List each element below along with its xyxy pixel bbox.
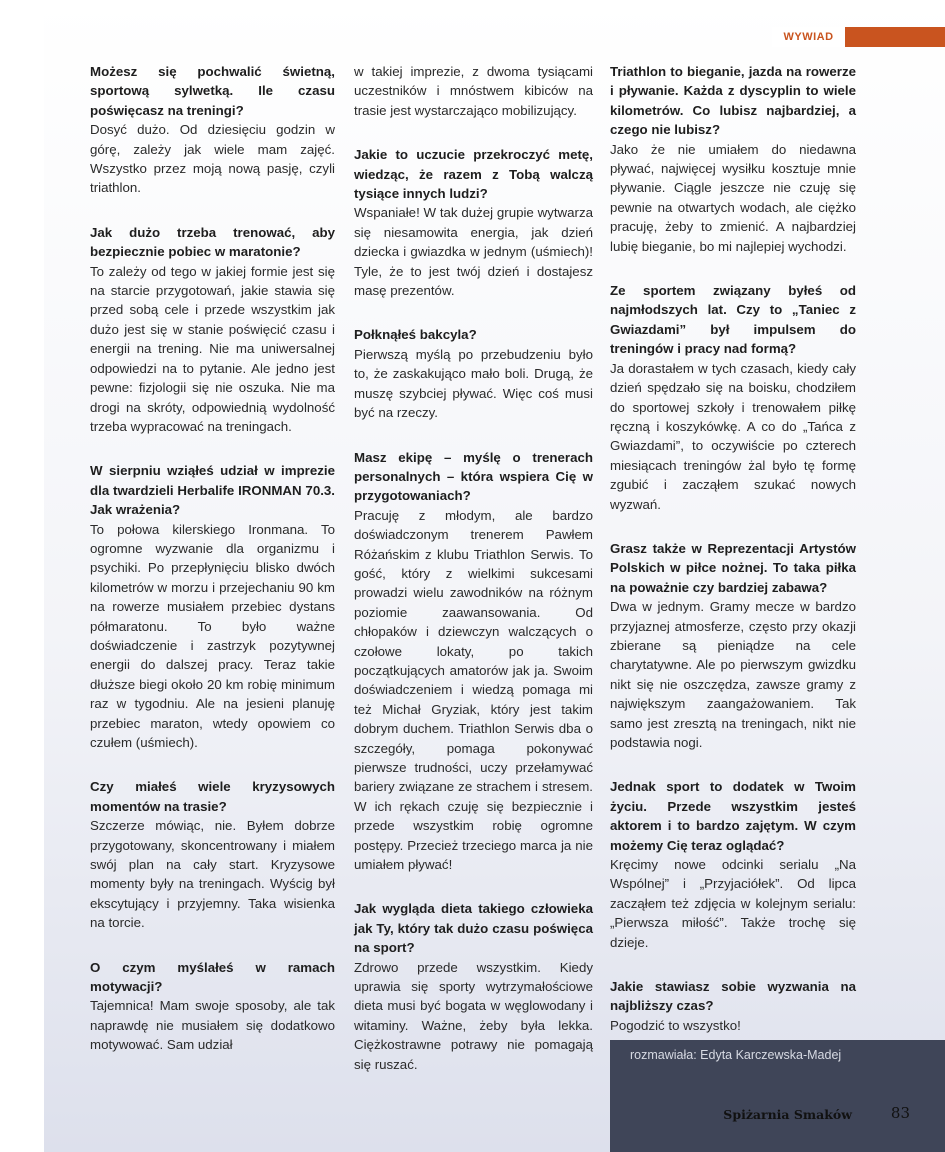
question: Masz ekipę – myślę o trenerach personalnych – która wspiera Cię w przygotowaniach? (354, 449, 593, 504)
question: O czym myślałeś w ramach motywacji? (90, 959, 335, 995)
question: Triathlon to bieganie, jazda na rowerze i pływanie. Każda z dyscyplin to wiele kilometrów. Co lubisz najbardziej, a czego nie lubisz? (610, 64, 856, 138)
question: Jednak sport to dodatek w Twoim życiu. Przede wszystkim jesteś aktorem i to bardzo zajętym. W czym możemy Cię teraz oglądać? (610, 779, 856, 853)
answer: Dosyć dużo. Od dziesięciu godzin w górę, zależy jak wiele mam zajęć. Wszystko przez moją nową pasję, czyli triathlon. (90, 122, 335, 196)
question: Jak dużo trzeba trenować, aby bezpiecznie pobiec w maratonie? (90, 224, 335, 260)
column-2 (354, 62, 593, 1074)
interviewer-credit: rozmawiała: Edyta Karczewska-Madej (630, 1048, 842, 1062)
question: W sierpniu wziąłeś udział w imprezie dla twardzieli Herbalife IRONMAN 70.3. Jak wrażenia? (90, 463, 335, 518)
answer: Dwa w jednym. Gramy mecze w bardzo przyjaznej atmosferze, często przy okazji zbierane są pieniądze na cele charytatywne. Ale po pierwszym gwizdku nikt się nie oszczędza, zawsze gramy z największym zaangażowaniem. Tak samo jest zresztą na treningach, nikt nie podstawia nogi. (610, 599, 856, 750)
answer-continued: w takiej imprezie, z dwoma tysiącami uczestników i mnóstwem kibiców na trasie jest wystarczająco mobilizujący. (354, 64, 593, 118)
question: Jakie stawiasz sobie wyzwania na najbliższy czas? (610, 979, 856, 1014)
answer: Pracuję z młodym, ale bardzo doświadczonym trenerem Pawłem Różańskim z klubu Triathlon Serwis. To gość, który z wielkimi sukcesami prowadzi wielu zawodników na różnym poziomie zaawansowania. Od chłopaków i dziewczyn walczących o czołowe lokaty, po takich początkujących amatorów jak ja. Swoim doświadczeniem i wiedzą pomaga mi też Michał Gryziak, który jest takim dobrym duchem. Triathlon Serwis dba o szczegóły, pomaga pokonywać pierwsze trudności, uczy przełamywać bariery związane ze strachem i stresem. W ich rękach czuję się bezpiecznie i przede wszystkim robię ogromne postępy. Przecież trzeciego marca ja nie umiałem pływać! (354, 507, 593, 873)
column-3 (610, 62, 856, 1035)
question: Możesz się pochwalić świetną, sportową sylwetką. Ile czasu poświęcasz na treningi? (90, 64, 335, 118)
answer: To zależy od tego w jakiej formie jest się na starcie przygotowań, jakie stawia się przed sobą cele i przede wszystkim jak dużo jest się w stanie poświęcić czasu i energii na trening. Nie ma uniwersalnej odpowiedzi na to pytanie. Ale jedno jest pewne: fizjologii się nie oszuka. Nie ma drogi na skróty, odpowiednią wydolność trzeba wypracować na treningach. (90, 263, 335, 434)
question: Ze sportem związany byłeś od najmłodszych lat. Czy to „Taniec z Gwiazdami” był impulsem do treningów i pracy nad formą? (610, 283, 856, 357)
column-1 (90, 62, 335, 1055)
answer: Pierwszą myślą po przebudzeniu było to, że zaskakująco mało boli. Drugą, że muszę szybciej pływać. Więc coś musi być na rzeczy. (354, 346, 593, 421)
question: Grasz także w Reprezentacji Artystów Polskich w piłce nożnej. To taka piłka na poważnie czy bardziej zabawa? (610, 540, 856, 595)
answer: Szczerze mówiąc, nie. Byłem dobrze przygotowany, skoncentrowany i miałem swój plan na cały start. Kryzysowe momenty były na treningach. Wyścig był ekscytujący i przyjemny. Taka wisienka na torcie. (90, 818, 335, 931)
footer-box (610, 1040, 945, 1152)
page-number: 83 (890, 1104, 910, 1122)
question: Jak wygląda dieta takiego człowieka jak Ty, który tak dużo czasu poświęca na sport? (354, 901, 593, 956)
question: Jakie to uczucie przekroczyć metę, wiedząc, że razem z Tobą walczą tysiące innych ludzi? (354, 147, 593, 202)
answer: Zdrowo przede wszystkim. Kiedy uprawia się sporty wytrzymałościowe dieta musi być bogata w węglowodany i witaminy. Ważne, żeby była lekka. Ciężkostrawne potrawy nie pomagają się ruszać. (354, 959, 593, 1072)
answer: Kręcimy nowe odcinki serialu „Na Wspólnej” i „Przyjaciółek”. Od lipca zacząłem też zdjęcia w kolejnym serialu: „Pierwsza miłość”. Także trochę się dzieje. (610, 857, 856, 950)
answer: Jako że nie umiałem do niedawna pływać, najwięcej wysiłku kosztuje mnie pływanie. Ciągle jeszcze nie czuję się pewnie na otwartych wodach, ale ciężko pracuję, żeby to zmienić. A najbardziej lubię bieganie, bo mi najlepiej wychodzi. (610, 141, 856, 254)
magazine-brand: Spiżarnia Smaków (723, 1107, 852, 1122)
question: Czy miałeś wiele kryzysowych momentów na trasie? (90, 779, 335, 814)
section-label: WYWIAD (772, 27, 845, 47)
question: Połknąłeś bakcyla? (354, 327, 477, 343)
answer: Pogodzić to wszystko! (610, 1017, 741, 1033)
answer: Wspaniałe! W tak dużej grupie wytwarza się niesamowita energia, jak dzień dziecka i gwiazdka w jednym (uśmiech)! Tyle, że to jest twój dzień i dostajesz masę prezentów. (354, 205, 593, 299)
answer: Ja dorastałem w tych czasach, kiedy cały dzień spędzało się na boisku, chodziłem do sportowej szkoły i trenowałem piłkę ręczną i koszykówkę. A co do „Tańca z Gwiazdami”, to oczywiście po czterech miesiącach treningów żal było tę formę zgubić i zacząłem szukać nowych wyzwań. (610, 360, 856, 512)
answer: To połowa kilerskiego Ironmana. To ogromne wyzwanie dla organizmu i psychiki. Po przepłynięciu blisko dwóch kilometrów w morzu i przejechaniu 90 km na rowerze musiałem przebiec dystans półmaratonu. To było ważne doświadczenie i zastrzyk pozytywnej energii do dalszej pracy. Teraz takie dłuższe biegi około 20 km robię minimum raz w tygodniu. Ale na jesieni planuję przebiec maraton, wtedy opowiem co czułem (uśmiech). (90, 521, 335, 750)
answer: Tajemnica! Mam swoje sposoby, ale tak naprawdę nie musiałem się dodatkowo motywować. Sam udział (90, 998, 335, 1053)
